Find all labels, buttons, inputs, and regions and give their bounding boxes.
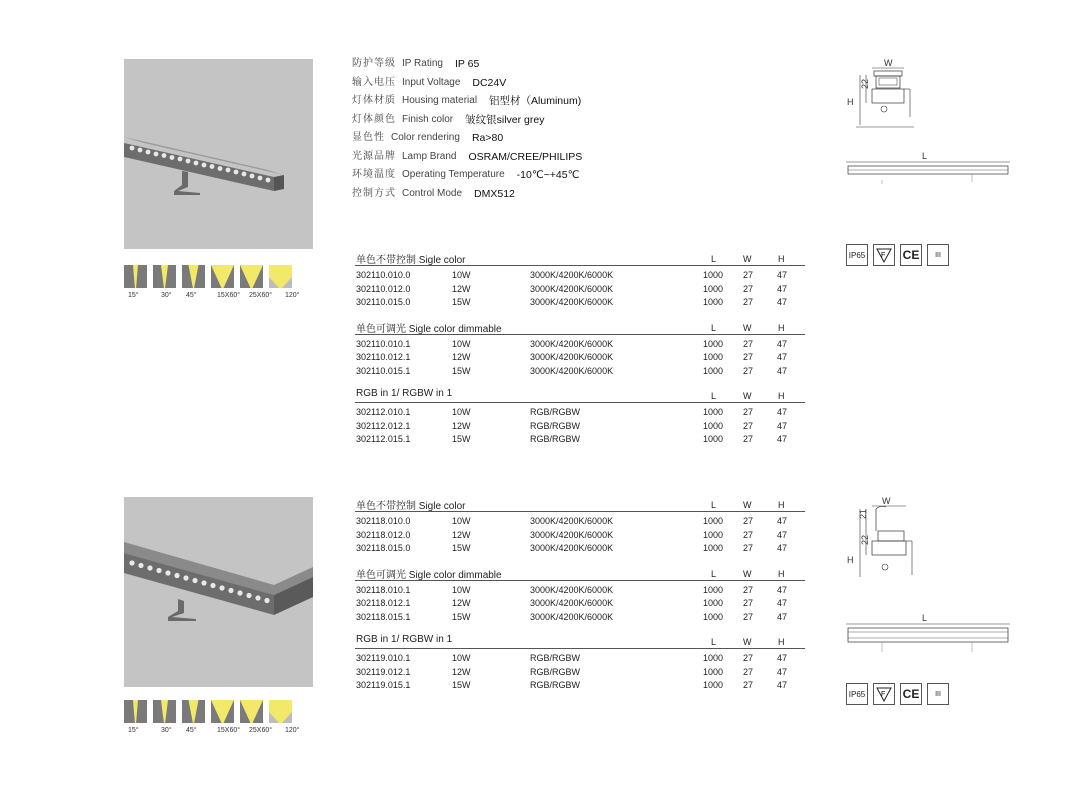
cell-w: 27 (743, 365, 754, 376)
group-title: 单色可调光 Sigle color dimmable (356, 569, 502, 581)
beam-angle-icon (182, 265, 205, 288)
dim-h-label-2: H (847, 555, 854, 565)
cell-code: 302119.015.1 (356, 680, 411, 690)
f-mark-icon-2 (873, 683, 895, 705)
svg-text:F: F (881, 691, 886, 698)
spec-row (352, 111, 582, 130)
beam-angle-label: 30° (161, 292, 172, 299)
cell-h: 47 (777, 680, 788, 690)
spec-cn: 光源品牌 (352, 150, 396, 162)
cell-code: 302118.010.1 (356, 584, 411, 595)
dim-h-label: H (847, 97, 854, 107)
beam-angle-label: 25X60° (249, 292, 273, 299)
cell-power: 15W (452, 680, 471, 690)
cell-h: 47 (777, 270, 788, 280)
cell-l: 1000 (703, 297, 724, 307)
table-group (355, 387, 805, 448)
cell-cct: 3000K/4200K/6000K (530, 598, 614, 608)
cell-h: 47 (777, 297, 788, 307)
cell-code: 302110.015.0 (356, 297, 411, 307)
col-head-h: H (778, 500, 785, 510)
spec-cn: 输入电压 (352, 76, 396, 88)
beam-angle-icon (124, 265, 147, 288)
cell-w: 27 (743, 434, 754, 444)
table-row (355, 667, 805, 681)
beam-angle-icon (153, 265, 176, 288)
beam-angle-label: 120° (285, 727, 300, 734)
cell-power: 15W (452, 434, 471, 444)
col-head-h: H (778, 391, 785, 401)
cell-cct: RGB/RGBW (530, 680, 581, 690)
col-head-l: L (711, 254, 717, 264)
beam-angle-icon (240, 265, 263, 288)
side-view-drawing-2 (844, 610, 1014, 656)
cell-h: 47 (777, 338, 788, 349)
cell-h: 47 (777, 611, 788, 622)
cell-cct: 3000K/4200K/6000K (530, 529, 614, 540)
cell-power: 15W (452, 297, 471, 307)
spec-en: Color rendering (391, 132, 460, 143)
svg-text:F: F (881, 252, 886, 259)
cell-h: 47 (777, 666, 788, 677)
table-row (355, 543, 805, 557)
cell-power: 12W (452, 598, 471, 608)
col-head-w: W (743, 568, 752, 579)
spec-row (352, 74, 582, 93)
cell-power: 10W (452, 338, 471, 349)
spec-value: OSRAM/CREE/PHILIPS (468, 150, 583, 163)
spec-cn: 灯体材质 (352, 95, 396, 106)
table-row (355, 585, 805, 599)
cell-w: 27 (743, 420, 754, 431)
beam-angle-icon (269, 265, 292, 288)
col-head-w: W (743, 391, 752, 401)
table-group-header (355, 496, 805, 512)
beam-angle-icon (182, 700, 205, 723)
col-head-h: H (778, 637, 785, 647)
table-group (355, 319, 805, 380)
dim-w-label-2: W (882, 496, 891, 506)
spec-row (352, 55, 582, 74)
beam-angle-label: 45° (186, 292, 197, 299)
table-group-header (355, 319, 805, 335)
cross-section-drawing-2 (842, 493, 932, 583)
cell-l: 1000 (703, 584, 724, 595)
cell-w: 27 (743, 516, 754, 526)
dim-w-label: W (884, 58, 893, 68)
cell-w: 27 (743, 584, 754, 595)
light-bar-image (124, 59, 313, 249)
beam-angle-icon (240, 700, 263, 723)
cell-l: 1000 (703, 653, 724, 663)
table-row (355, 653, 805, 667)
cell-w: 27 (743, 598, 754, 608)
cell-l: 1000 (703, 338, 724, 349)
cell-cct: 3000K/4200K/6000K (530, 516, 614, 526)
cell-power: 12W (452, 283, 471, 294)
cell-code: 302110.015.1 (356, 365, 411, 376)
cell-l: 1000 (703, 434, 724, 444)
spec-row (352, 148, 582, 167)
cell-h: 47 (777, 434, 788, 444)
group-title: RGB in 1/ RGBW in 1 (356, 634, 453, 645)
certification-badges-1 (846, 244, 949, 266)
table-group (355, 633, 805, 694)
cell-power: 12W (452, 666, 471, 677)
cell-cct: 3000K/4200K/6000K (530, 584, 614, 595)
cell-l: 1000 (703, 283, 724, 294)
cell-code: 302112.010.1 (356, 407, 411, 417)
product-table-2 (355, 496, 805, 702)
col-head-h: H (778, 254, 785, 264)
cell-h: 47 (777, 420, 788, 431)
cell-l: 1000 (703, 365, 724, 376)
col-head-w: W (743, 637, 752, 647)
cell-w: 27 (743, 680, 754, 690)
col-head-w: W (743, 322, 752, 333)
cell-cct: RGB/RGBW (530, 434, 581, 444)
cell-h: 47 (777, 516, 788, 526)
col-head-l: L (711, 568, 717, 579)
product-table-1 (355, 250, 805, 456)
table-group (355, 565, 805, 626)
table-row (355, 598, 805, 612)
cell-power: 10W (452, 584, 471, 595)
beam-angle-labels-2 (124, 727, 314, 737)
spec-en: IP Rating (402, 58, 443, 69)
cell-power: 15W (452, 543, 471, 553)
cell-code: 302118.015.0 (356, 543, 411, 553)
cell-power: 15W (452, 365, 471, 376)
cell-l: 1000 (703, 611, 724, 622)
cell-cct: 3000K/4200K/6000K (530, 283, 614, 294)
cell-l: 1000 (703, 420, 724, 431)
beam-angle-icon (211, 265, 234, 288)
cell-code: 302110.010.0 (356, 270, 411, 280)
cell-code: 302110.012.1 (356, 352, 411, 362)
ip65-badge-2: IP65 (846, 683, 868, 705)
spec-row (352, 166, 582, 185)
spec-list (352, 55, 582, 203)
col-head-l: L (711, 637, 717, 647)
dim-22-label-2: 22 (860, 534, 870, 545)
cell-l: 1000 (703, 543, 724, 553)
group-title: 单色不带控制 Sigle color (356, 501, 466, 512)
table-group (355, 496, 805, 557)
col-head-w: W (743, 500, 752, 510)
product-photo-2 (124, 497, 313, 687)
ce-mark-icon: CE (900, 244, 922, 266)
spec-cn: 显色性 (352, 132, 385, 143)
certification-badges-2 (846, 683, 949, 705)
cell-cct: 3000K/4200K/6000K (530, 611, 614, 622)
side-view-drawing-1 (844, 148, 1014, 188)
cell-h: 47 (777, 584, 788, 595)
beam-angle-icon (211, 700, 234, 723)
cell-code: 302118.012.1 (356, 598, 411, 608)
beam-angle-label: 15° (128, 292, 139, 299)
cell-cct: 3000K/4200K/6000K (530, 543, 614, 553)
cell-cct: RGB/RGBW (530, 666, 581, 677)
spec-en: Housing material (402, 95, 478, 106)
col-head-l: L (711, 322, 717, 333)
cell-w: 27 (743, 270, 754, 280)
cell-cct: 3000K/4200K/6000K (530, 338, 614, 349)
spec-value: 皱纹银silver grey (465, 113, 545, 126)
cell-power: 15W (452, 611, 471, 622)
cell-l: 1000 (703, 352, 724, 362)
cell-l: 1000 (703, 407, 724, 417)
cell-l: 1000 (703, 680, 724, 690)
spec-cn: 灯体颜色 (352, 113, 396, 125)
table-group-header (355, 565, 805, 581)
dim-l-label: L (922, 151, 928, 161)
cell-w: 27 (743, 297, 754, 307)
cell-w: 27 (743, 666, 754, 677)
table-group-header (355, 387, 805, 403)
f-mark-icon (873, 244, 895, 266)
cell-cct: 3000K/4200K/6000K (530, 352, 614, 362)
spec-row (352, 129, 582, 148)
cell-h: 47 (777, 365, 788, 376)
cell-w: 27 (743, 407, 754, 417)
cell-h: 47 (777, 598, 788, 608)
cell-code: 302119.010.1 (356, 653, 411, 663)
cell-cct: RGB/RGBW (530, 407, 581, 417)
col-head-h: H (778, 322, 785, 333)
beam-angle-label: 15X60° (217, 292, 241, 299)
col-head-w: W (743, 254, 752, 264)
cell-cct: RGB/RGBW (530, 420, 581, 431)
cell-h: 47 (777, 352, 788, 362)
ip65-badge: IP65 (846, 244, 868, 266)
beam-angle-icon (269, 700, 292, 723)
cell-w: 27 (743, 653, 754, 663)
table-row (355, 339, 805, 353)
cell-h: 47 (777, 653, 788, 663)
cell-code: 302112.012.1 (356, 420, 411, 431)
cell-h: 47 (777, 407, 788, 417)
col-head-l: L (711, 500, 717, 510)
cell-power: 12W (452, 529, 471, 540)
table-row (355, 612, 805, 626)
cell-w: 27 (743, 352, 754, 362)
class-iii-icon: III (927, 244, 949, 266)
group-title: 单色可调光 Sigle color dimmable (356, 323, 502, 335)
light-bar-image-2 (124, 497, 313, 687)
dim-l-label-2: L (922, 613, 928, 623)
spec-cn: 控制方式 (352, 187, 396, 199)
col-head-l: L (711, 391, 717, 401)
table-row (355, 421, 805, 435)
spec-value: DC24V (472, 76, 507, 89)
group-title: RGB in 1/ RGBW in 1 (356, 388, 453, 399)
beam-angle-label: 15X60° (217, 727, 241, 734)
cell-code: 302118.015.1 (356, 611, 411, 622)
cell-power: 10W (452, 653, 471, 663)
cell-w: 27 (743, 543, 754, 553)
spec-value: Ra>80 (471, 132, 504, 144)
spec-row (352, 92, 582, 111)
cell-h: 47 (777, 529, 788, 540)
beam-angle-icon (124, 700, 147, 723)
spec-cn: 防护等级 (352, 58, 396, 69)
cell-power: 10W (452, 516, 471, 526)
cell-w: 27 (743, 283, 754, 294)
table-row (355, 530, 805, 544)
table-row (355, 284, 805, 298)
cell-w: 27 (743, 611, 754, 622)
table-row (355, 434, 805, 448)
spec-en: Input Voltage (402, 76, 461, 88)
table-group-header (355, 250, 805, 266)
table-row (355, 352, 805, 366)
beam-angle-label: 45° (186, 727, 197, 734)
beam-angle-label: 30° (161, 727, 172, 734)
spec-cn: 环境温度 (352, 169, 396, 180)
table-row (355, 516, 805, 530)
beam-angle-label: 25X60° (249, 727, 273, 734)
spec-en: Finish color (402, 113, 454, 125)
class-iii-icon-2: III (927, 683, 949, 705)
beam-angle-label: 15° (128, 727, 139, 734)
product-photo-1 (124, 59, 313, 249)
cell-l: 1000 (703, 270, 724, 280)
cell-h: 47 (777, 543, 788, 553)
cell-power: 10W (452, 270, 471, 280)
group-title: 单色不带控制 Sigle color (356, 255, 466, 266)
cell-code: 302119.012.1 (356, 666, 411, 677)
cross-section-drawing-1 (842, 55, 932, 135)
dim-22-label: 22 (860, 78, 870, 89)
cell-l: 1000 (703, 529, 724, 540)
cell-code: 302112.015.1 (356, 434, 411, 444)
cell-cct: 3000K/4200K/6000K (530, 365, 614, 376)
cell-power: 12W (452, 420, 471, 431)
spec-en: Control Mode (402, 187, 463, 199)
cell-power: 12W (452, 352, 471, 362)
spec-value: 铝型材（Aluminum) (489, 95, 582, 107)
cell-code: 302118.010.0 (356, 516, 411, 526)
cell-cct: 3000K/4200K/6000K (530, 297, 614, 307)
cell-w: 27 (743, 529, 754, 540)
table-row (355, 407, 805, 421)
table-row (355, 366, 805, 380)
table-group-header (355, 633, 805, 649)
spec-value: DMX512 (474, 187, 515, 200)
table-row (355, 270, 805, 284)
cell-cct: RGB/RGBW (530, 653, 581, 663)
beam-angle-labels-1 (124, 292, 314, 302)
spec-row (352, 185, 582, 204)
cell-code: 302118.012.0 (356, 529, 411, 540)
cell-power: 10W (452, 407, 471, 417)
cell-cct: 3000K/4200K/6000K (530, 270, 614, 280)
cell-h: 47 (777, 283, 788, 294)
spec-value: IP 65 (454, 58, 480, 70)
table-group (355, 250, 805, 311)
spec-en: Operating Temperature (402, 169, 505, 180)
spec-value: -10℃~+45℃ (516, 169, 580, 181)
beam-angle-label: 120° (285, 292, 300, 299)
dim-21-label: 21 (858, 508, 868, 519)
cell-l: 1000 (703, 666, 724, 677)
col-head-h: H (778, 568, 785, 579)
beam-angle-icons-1 (124, 265, 292, 288)
beam-angle-icon (153, 700, 176, 723)
cell-l: 1000 (703, 598, 724, 608)
table-row (355, 297, 805, 311)
cell-l: 1000 (703, 516, 724, 526)
spec-en: Lamp Brand (402, 150, 457, 162)
ce-mark-icon-2: CE (900, 683, 922, 705)
table-row (355, 680, 805, 694)
cell-code: 302110.012.0 (356, 283, 411, 294)
cell-code: 302110.010.1 (356, 338, 411, 349)
beam-angle-icons-2 (124, 700, 292, 723)
cell-w: 27 (743, 338, 754, 349)
